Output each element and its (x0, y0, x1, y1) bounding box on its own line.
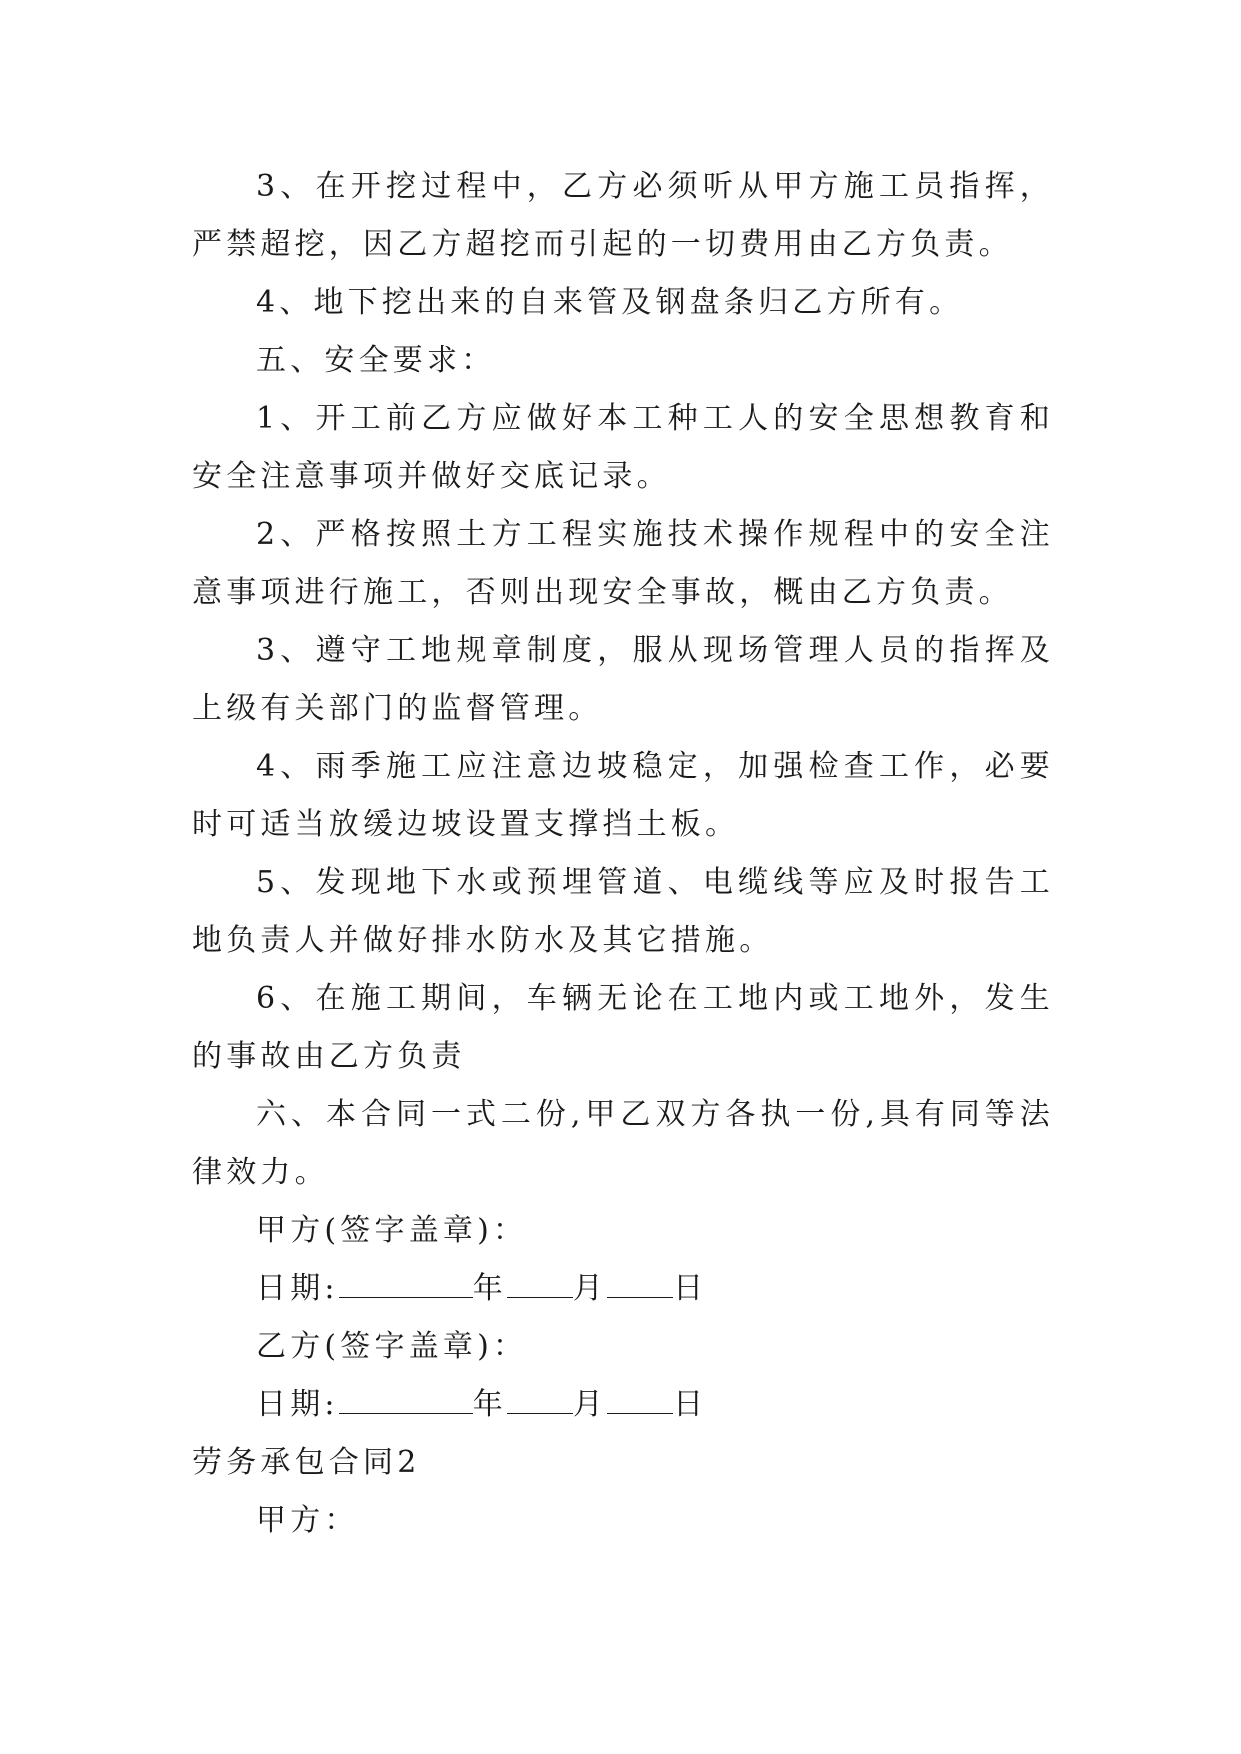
month-blank (507, 1271, 573, 1298)
year-blank (339, 1271, 473, 1298)
party-a-date-line (192, 1260, 1054, 1318)
contract-2-title: 劳务承包合同2 (192, 1445, 421, 1480)
section-6-copies: 六、本合同一式二份,甲乙双方各执一份,具有同等法律效力。 (192, 1097, 1054, 1190)
document-body (192, 158, 1054, 1550)
year-blank (339, 1387, 473, 1414)
party-b-date-line (192, 1376, 1054, 1434)
safety-clause-6: 6、在施工期间，车辆无论在工地内或工地外，发生的事故由乙方负责 (192, 981, 1054, 1074)
party-b-signature-label: 乙方(签字盖章)： (256, 1329, 528, 1364)
clause-3-overdig: 3、在开挖过程中，乙方必须听从甲方施工员指挥，严禁超挖，因乙方超挖而引起的一切费用由乙方负责。 (192, 169, 1054, 262)
safety-clause-5: 5、发现地下水或预埋管道、电缆线等应及时报告工地负责人并做好排水防水及其它措施。 (192, 865, 1054, 958)
safety-clause-4: 4、雨季施工应注意边坡稳定，加强检查工作，必要时可适当放缓边坡设置支撑挡土板。 (192, 749, 1054, 842)
party-a-signature-label: 甲方(签字盖章)： (256, 1213, 528, 1248)
contract-2-party-a: 甲方： (256, 1503, 359, 1538)
safety-clause-1: 1、开工前乙方应做好本工种工人的安全思想教育和安全注意事项并做好交底记录。 (192, 401, 1054, 494)
day-blank (607, 1387, 673, 1414)
year-label: 年 (472, 1271, 507, 1306)
day-label: 日 (673, 1271, 708, 1306)
section-5-heading: 五、安全要求： (256, 343, 496, 378)
day-blank (607, 1271, 673, 1298)
clause-4-ownership: 4、地下挖出来的自来管及钢盘条归乙方所有。 (256, 285, 964, 320)
date-label: 日期: (256, 1271, 339, 1306)
year-label: 年 (472, 1387, 507, 1422)
month-label: 月 (572, 1387, 608, 1422)
date-label: 日期: (256, 1387, 339, 1422)
day-label: 日 (673, 1387, 708, 1422)
month-blank (507, 1387, 573, 1414)
safety-clause-2: 2、严格按照土方工程实施技术操作规程中的安全注意事项进行施工，否则出现安全事故，概由乙方负责。 (192, 517, 1054, 610)
month-label: 月 (572, 1271, 608, 1306)
safety-clause-3: 3、遵守工地规章制度，服从现场管理人员的指挥及上级有关部门的监督管理。 (192, 633, 1054, 726)
